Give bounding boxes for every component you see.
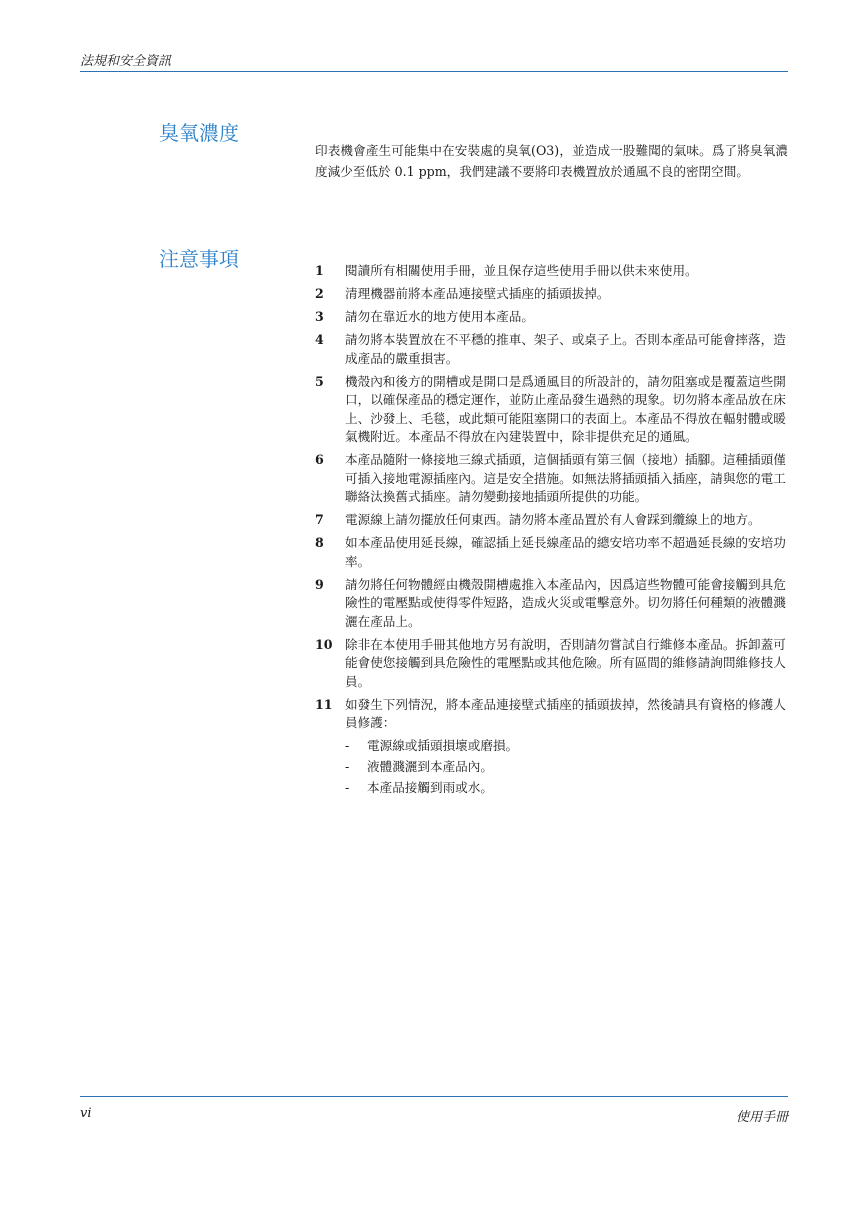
list-item xyxy=(315,373,788,447)
item-number: 5 xyxy=(315,373,324,389)
list-item xyxy=(315,262,788,281)
item-text: 閱讀所有相關使用手冊，並且保存這些使用手冊以供未來使用。 xyxy=(345,263,698,278)
running-header: 法規和安全資訊 xyxy=(80,54,172,69)
item-text: 如發生下列情況，將本產品連接壁式插座的插頭拔掉，然後請具有資格的修護人員修護： xyxy=(345,696,786,730)
item-number: 3 xyxy=(315,309,324,324)
bullet-dash: - xyxy=(345,738,350,753)
sub-list-item xyxy=(315,758,788,777)
sub-list-item xyxy=(315,779,788,798)
list-item xyxy=(315,576,788,632)
list-item xyxy=(315,285,788,304)
caution-list xyxy=(315,262,788,800)
header-rule xyxy=(80,71,788,72)
list-item xyxy=(315,331,788,368)
list-item xyxy=(315,511,788,530)
item-number: 9 xyxy=(315,576,324,592)
item-text: 清理機器前將本產品連接壁式插座的插頭拔掉。 xyxy=(345,286,610,301)
footer-rule xyxy=(80,1096,788,1097)
item-text: 本產品隨附一條接地三線式插頭，這個插頭有第三個（接地）插腳。這種插頭僅可插入接地電源插座內。這是安全措施。如無法將插頭插入插座，請與您的電工聯絡汰換舊式插座。請勿變動接地插頭所提供的功能。 xyxy=(345,452,786,504)
item-text: 機殼內和後方的開槽或是開口是爲通風目的所設計的，請勿阻塞或是覆蓋這些開口，以確保產品的穩定運作，並防止產品發生過熱的現象。切勿將本產品放在床上、沙發上、毛毯，或此類可能阻塞開口的表面上。本產品不得放在輻射體或暖氣機附近。本產品不得放在內建裝置中，除非提供充足的通風。 xyxy=(345,373,786,444)
item-text: 請勿在靠近水的地方使用本產品。 xyxy=(345,309,534,324)
ozone-heading: 臭氧濃度 xyxy=(159,120,239,145)
list-item xyxy=(315,636,788,692)
item-text: 如本產品使用延長線，確認插上延長線產品的總安培功率不超過延長線的安培功率。 xyxy=(345,535,786,569)
item-number: 8 xyxy=(315,535,324,550)
bullet-dash: - xyxy=(345,759,350,774)
sub-item-text: 電源線或插頭損壞或磨損。 xyxy=(367,738,519,753)
manual-title: 使用手冊 xyxy=(735,1110,788,1125)
item-number: 4 xyxy=(315,332,324,347)
list-item xyxy=(315,308,788,327)
list-item xyxy=(315,451,788,507)
item-text: 除非在本使用手冊其他地方另有說明，否則請勿嘗試自行維修本產品。拆卸蓋可能會使您接觸到具危險性的電壓點或其他危險。所有區間的維修請詢問維修技人員。 xyxy=(345,636,786,689)
item-number: 6 xyxy=(315,452,324,467)
item-text: 請勿將任何物體經由機殼開槽處推入本產品內，因爲這些物體可能會接觸到具危險性的電壓點或使得零件短路，造成火災或電擊意外。切勿將任何種類的液體濺灑在產品上。 xyxy=(345,576,786,629)
ozone-paragraph: 印表機會產生可能集中在安裝處的臭氧(O3)，並造成一股難聞的氣味。爲了將臭氧濃度減少至低於 0.1 ppm，我們建議不要將印表機置放於通風不良的密閉空間。 xyxy=(315,143,788,179)
item-number: 7 xyxy=(315,512,324,527)
sub-item-text: 液體濺灑到本產品內。 xyxy=(367,759,493,774)
item-number: 1 xyxy=(315,263,324,278)
item-number: 11 xyxy=(315,696,333,712)
item-text: 請勿將本裝置放在不平穩的推車、架子、或桌子上。否則本產品可能會摔落，造成產品的嚴重損害。 xyxy=(345,332,786,366)
sub-list-item xyxy=(315,737,788,756)
list-item xyxy=(315,696,788,733)
item-number: 2 xyxy=(315,286,324,301)
sub-item-text: 本產品接觸到雨或水。 xyxy=(367,780,493,795)
list-item xyxy=(315,534,788,571)
caution-heading: 注意事項 xyxy=(159,246,239,271)
page-number: vi xyxy=(80,1106,92,1121)
item-number: 10 xyxy=(315,636,333,652)
item-text: 電源線上請勿擺放任何東西。請勿將本產品置於有人會踩到纜線上的地方。 xyxy=(345,512,761,527)
bullet-dash: - xyxy=(345,780,350,795)
